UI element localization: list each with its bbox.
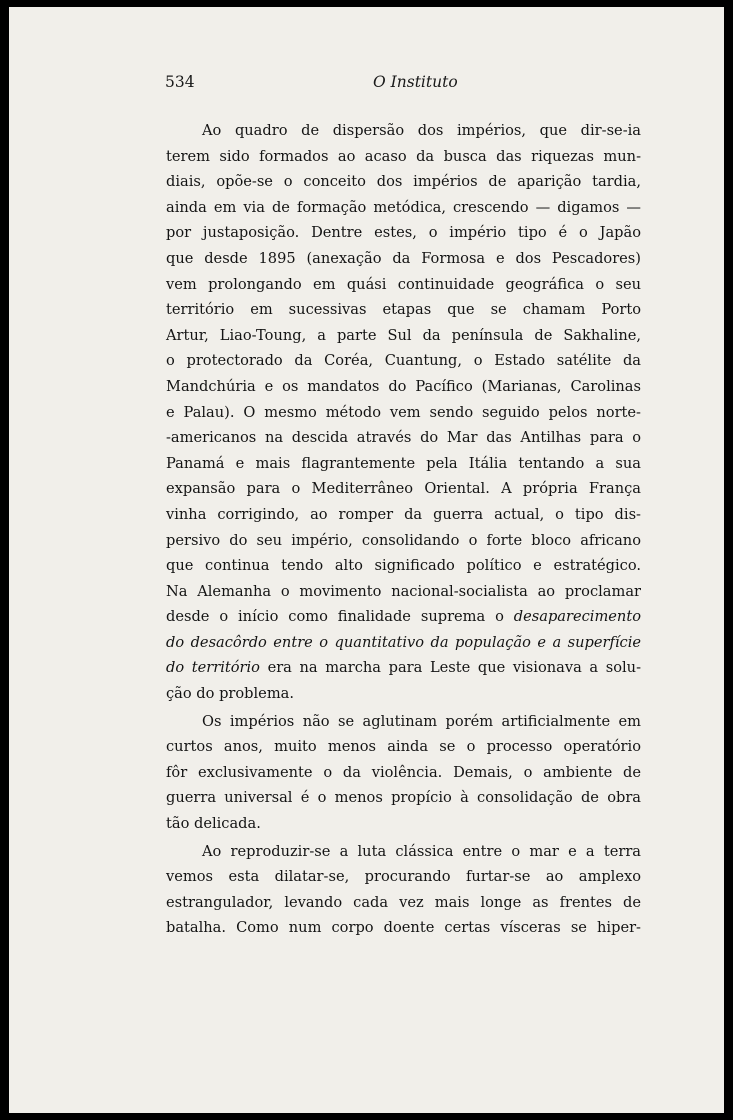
text-line: ainda em via de formação metódica, crescendo — digamos — bbox=[166, 198, 641, 216]
text-line: o protectorado da Coréa, Cuantung, o Estado satélite da bbox=[166, 352, 641, 370]
text-line: fôr exclusivamente o da violência. Demais, o ambiente de bbox=[166, 763, 641, 781]
text-line: tão delicada. bbox=[166, 815, 261, 833]
text-line: desde o início como finalidade suprema o desaparecimento bbox=[166, 608, 641, 626]
text-line: por justaposição. Dentre estes, o império tipo é o Japão bbox=[166, 224, 641, 242]
text-line: vinha corrigindo, ao romper da guerra actual, o tipo dis- bbox=[166, 505, 641, 523]
italic-text: do território bbox=[166, 659, 260, 677]
text-line: terem sido formados ao acaso da busca das riquezas mun- bbox=[166, 147, 641, 165]
text-line: Mandchúria e os mandatos do Pacífico (Marianas, Carolinas bbox=[166, 377, 641, 395]
text-line: ção do problema. bbox=[166, 685, 294, 703]
text-line: do território era na marcha para Leste que visionava a solu- bbox=[166, 659, 641, 677]
text-line: estrangulador, levando cada vez mais longe as frentes de bbox=[166, 893, 641, 911]
italic-text: desaparecimento bbox=[513, 608, 641, 626]
text-line: vem prolongando em quási continuidade geográfica o seu bbox=[166, 275, 641, 293]
text-line: guerra universal é o menos propício à consolidação de obra bbox=[166, 789, 641, 807]
text-line: Artur, Liao-Toung, a parte Sul da península de Sakhaline, bbox=[166, 326, 641, 344]
text-line: do desacôrdo entre o quantitativo da população e a superfície bbox=[166, 633, 641, 651]
text-line: e Palau). O mesmo método vem sendo seguido pelos norte- bbox=[166, 403, 641, 421]
text-line: território em sucessivas etapas que se chamam Porto bbox=[166, 301, 641, 319]
paragraph bbox=[166, 709, 641, 837]
text-line: vemos esta dilatar-se, procurando furtar-se ao amplexo bbox=[166, 868, 641, 886]
text-line: Panamá e mais flagrantemente pela Itália tentando a sua bbox=[166, 454, 641, 472]
page-number: 534 bbox=[165, 73, 195, 91]
paragraph bbox=[166, 118, 641, 707]
text-line: que continua tendo alto significado político e estratégico. bbox=[166, 557, 641, 575]
running-title: O Instituto bbox=[373, 73, 458, 91]
text-line: batalha. Como num corpo doente certas vísceras se hiper- bbox=[166, 919, 641, 937]
text-line: Os impérios não se aglutinam porém artificialmente em bbox=[202, 712, 641, 730]
text-line: que desde 1895 (anexação da Formosa e dos Pescadores) bbox=[166, 249, 641, 267]
text-line: -americanos na descida através do Mar das Antilhas para o bbox=[166, 429, 641, 447]
paragraph bbox=[166, 839, 641, 941]
text-line: diais, opõe-se o conceito dos impérios de aparição tardia, bbox=[166, 173, 641, 191]
body-text bbox=[166, 118, 641, 941]
text-line: Ao quadro de dispersão dos impérios, que dir-se-ia bbox=[202, 122, 641, 139]
text-line: curtos anos, muito menos ainda se o processo operatório bbox=[166, 738, 641, 756]
scanned-page bbox=[9, 7, 724, 1113]
text-line: persivo do seu império, consolidando o forte bloco africano bbox=[166, 531, 641, 549]
text-line: expansão para o Mediterrâneo Oriental. A própria França bbox=[166, 480, 641, 498]
page-header bbox=[165, 73, 645, 99]
text-line: Ao reproduzir-se a luta clássica entre o mar e a terra bbox=[202, 842, 641, 860]
text-line: Na Alemanha o movimento nacional-socialista ao proclamar bbox=[166, 582, 641, 600]
